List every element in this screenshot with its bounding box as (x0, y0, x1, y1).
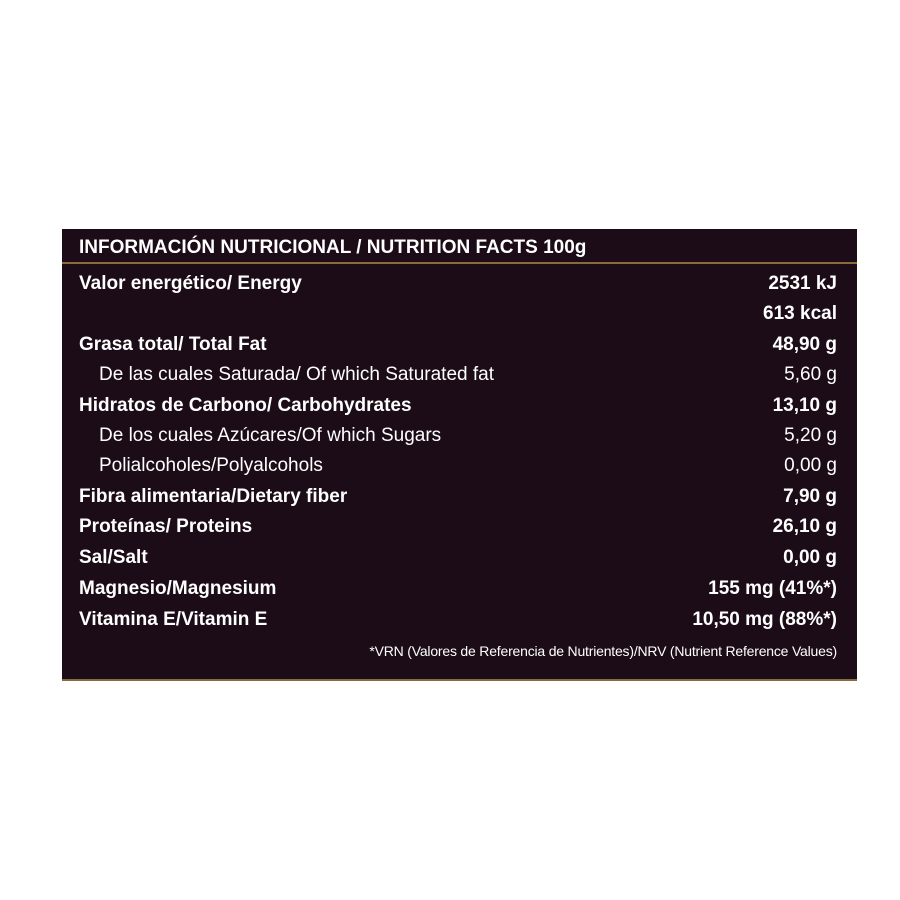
row-polyalcohols (62, 451, 857, 481)
row-label: Proteínas/ Proteins (79, 516, 253, 537)
row-label: Vitamina E/Vitamin E (79, 609, 268, 630)
row-value: 155 mg (41%*) (708, 578, 837, 599)
nutrition-title: INFORMACIÓN NUTRICIONAL / NUTRITION FACTS 100g (79, 237, 587, 258)
row-value: 0,00 g (784, 455, 837, 476)
row-energy-kcal (62, 299, 857, 329)
row-label: De los cuales Azúcares/Of which Sugars (99, 425, 442, 446)
row-magnesium (62, 574, 857, 604)
row-value: 2531 kJ (768, 273, 837, 294)
row-value: 26,10 g (772, 516, 837, 537)
row-vitamin-e (62, 605, 857, 635)
nrv-footnote: *VRN (Valores de Referencia de Nutrientes)/NRV (Nutrient Reference Values) (369, 643, 837, 659)
row-value: 613 kcal (763, 303, 837, 324)
row-value: 48,90 g (772, 334, 837, 355)
row-value: 10,50 mg (88%*) (692, 609, 837, 630)
row-proteins (62, 512, 857, 542)
row-salt (62, 543, 857, 573)
row-value: 5,60 g (784, 364, 837, 385)
row-label: De las cuales Saturada/ Of which Saturated fat (99, 364, 494, 385)
row-value: 5,20 g (784, 425, 837, 446)
row-value: 0,00 g (783, 547, 837, 568)
row-energy-kj (62, 269, 857, 299)
bottom-divider (62, 679, 857, 681)
nutrition-facts-panel (62, 229, 857, 681)
row-value: 7,90 g (783, 486, 837, 507)
row-label: Fibra alimentaria/Dietary fiber (79, 486, 348, 507)
row-label: Sal/Salt (79, 547, 148, 568)
row-total-fat (62, 330, 857, 360)
row-label: Polialcoholes/Polyalcohols (99, 455, 323, 476)
row-value: 13,10 g (772, 395, 837, 416)
row-label: Hidratos de Carbono/ Carbohydrates (79, 395, 412, 416)
row-saturated-fat (62, 360, 857, 390)
row-carbohydrates (62, 391, 857, 421)
row-sugars (62, 421, 857, 451)
row-label: Valor energético/ Energy (79, 273, 302, 294)
row-dietary-fiber (62, 482, 857, 512)
top-divider (62, 262, 857, 264)
row-label: Grasa total/ Total Fat (79, 334, 267, 355)
row-label: Magnesio/Magnesium (79, 578, 277, 599)
